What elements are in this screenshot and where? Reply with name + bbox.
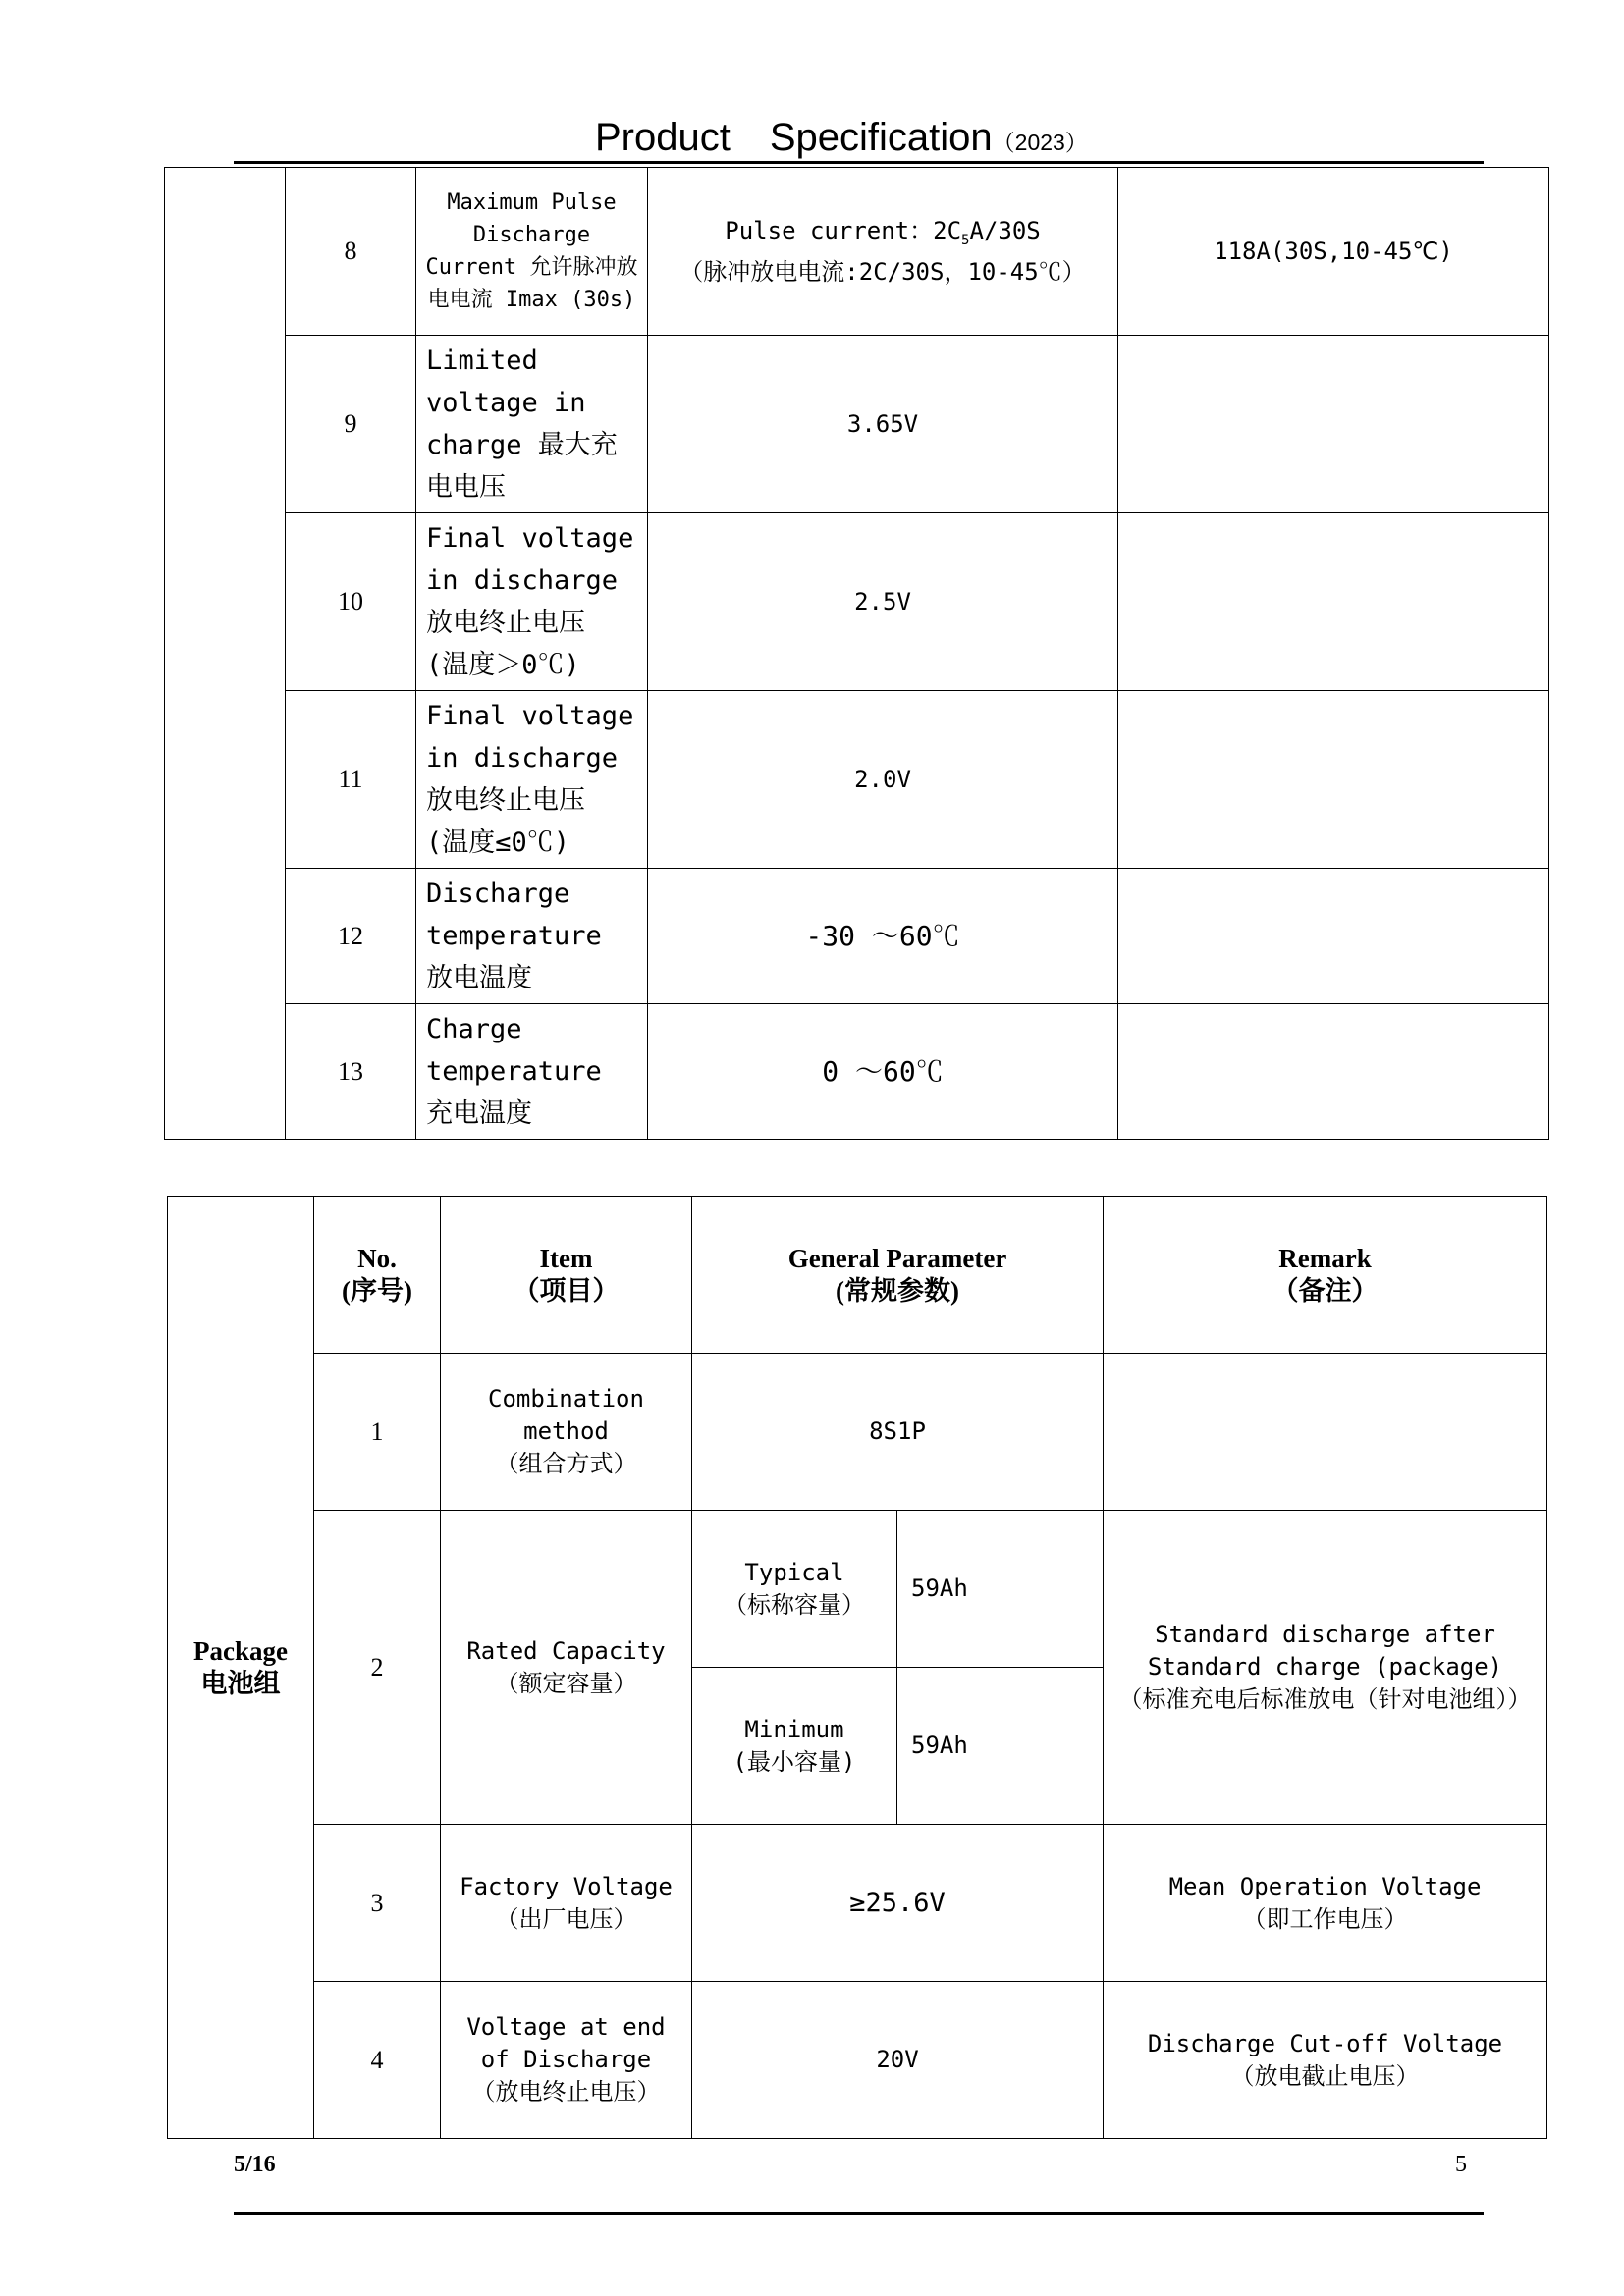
table-row	[168, 1511, 1547, 1668]
row-number: 13	[286, 1004, 416, 1140]
page-title	[595, 116, 1088, 160]
remark-cell	[1118, 691, 1549, 869]
sub-label-en: Typical	[744, 1558, 844, 1586]
param-cell: 3.65V	[648, 336, 1118, 513]
header-remark-cn: （备注）	[1272, 1275, 1379, 1306]
remark-cell	[1118, 336, 1549, 513]
sub-label-cn: (最小容量)	[732, 1747, 856, 1776]
package-label-cn: 电池组	[200, 1668, 281, 1698]
param-line1-b: A/30S	[969, 217, 1041, 245]
header-no	[314, 1197, 441, 1354]
table-row	[165, 168, 1549, 336]
remark-cn: （放电截止电压）	[1230, 2061, 1420, 2090]
header-param-en: General Parameter	[787, 1243, 1007, 1273]
header-param	[692, 1197, 1104, 1354]
title-word-product: Product	[595, 116, 731, 159]
header-item-cn: （项目）	[513, 1275, 620, 1306]
header-no-en: No.	[357, 1243, 397, 1273]
sub-value-cell: 59Ah	[897, 1511, 1104, 1668]
remark-cell	[1104, 1354, 1547, 1511]
sub-label-cell	[692, 1511, 897, 1668]
item-en: Rated Capacity	[466, 1636, 666, 1665]
table-row	[165, 336, 1549, 513]
item-cell	[441, 1825, 692, 1982]
package-spec-table	[167, 1196, 1547, 2139]
header-rule	[234, 161, 1484, 164]
item-cn: （出厂电压）	[495, 1904, 637, 1933]
item-cell	[441, 1511, 692, 1825]
table-row	[165, 691, 1549, 869]
package-label-cell	[168, 1197, 314, 2139]
item-cell: Final voltage in discharge 放电终止电压 (温度≤0℃)	[416, 691, 648, 869]
header-remark	[1104, 1197, 1547, 1354]
remark-en: Mean Operation Voltage	[1168, 1872, 1482, 1900]
param-cell: 2.5V	[648, 513, 1118, 691]
remark-cell	[1118, 1004, 1549, 1140]
row-number: 12	[286, 869, 416, 1004]
page-fraction: 5/16	[234, 2152, 276, 2177]
title-word-specification: Specification	[769, 116, 993, 159]
row-number: 4	[314, 1982, 441, 2139]
item-en: Voltage at end of Discharge	[466, 2013, 666, 2073]
remark-cell: 118A(30S,10-45℃)	[1118, 168, 1549, 336]
footer-rule	[234, 2212, 1484, 2215]
param-cell: 2.0V	[648, 691, 1118, 869]
category-cell-blank	[165, 168, 286, 1140]
row-number: 8	[286, 168, 416, 336]
param-cell	[648, 168, 1118, 336]
page-number: 5	[1455, 2152, 1467, 2177]
item-cell: Limited voltage in charge 最大充电电压	[416, 336, 648, 513]
row-number: 1	[314, 1354, 441, 1511]
remark-cell	[1118, 869, 1549, 1004]
sub-label-en: Minimum	[744, 1715, 844, 1743]
remark-cell	[1104, 1982, 1547, 2139]
table-row	[168, 1354, 1547, 1511]
remark-cell	[1104, 1825, 1547, 1982]
item-en: Factory Voltage	[460, 1872, 673, 1900]
row-number: 9	[286, 336, 416, 513]
sub-value-cell: 59Ah	[897, 1668, 1104, 1825]
param-cell: ≥25.6V	[692, 1825, 1104, 1982]
item-en: Combination method	[488, 1385, 644, 1445]
item-cell	[441, 1982, 692, 2139]
param-cell: 8S1P	[692, 1354, 1104, 1511]
row-number: 2	[314, 1511, 441, 1825]
table-row	[168, 1825, 1547, 1982]
title-year: （2023）	[992, 130, 1088, 155]
remark-cn: （即工作电压）	[1242, 1904, 1408, 1933]
cell-spec-table	[164, 167, 1549, 1140]
param-line2: （脉冲放电电流:2C/30S，10-45℃）	[679, 257, 1086, 286]
table-row	[165, 513, 1549, 691]
table-row	[165, 1004, 1549, 1140]
header-row	[168, 1197, 1547, 1354]
param-line1-sub: 5	[961, 232, 970, 248]
item-cn: （组合方式）	[495, 1450, 637, 1477]
header-remark-en: Remark	[1278, 1243, 1372, 1273]
sub-label-cell	[692, 1668, 897, 1825]
remark-en: Discharge Cut-off Voltage	[1147, 2029, 1503, 2057]
row-number: 3	[314, 1825, 441, 1982]
remark-cn: （标准充电后标准放电（针对电池组））	[1118, 1685, 1532, 1713]
remark-cell	[1104, 1511, 1547, 1825]
remark-cell	[1118, 513, 1549, 691]
param-line1-a: Pulse current：2C	[725, 217, 962, 245]
item-cell: Maximum Pulse Discharge Current 允许脉冲放电电流 Imax (30s)	[416, 168, 648, 336]
row-number: 10	[286, 513, 416, 691]
item-cell: Discharge temperature 放电温度	[416, 869, 648, 1004]
header-param-cn: (常规参数)	[836, 1275, 959, 1306]
param-cell: 20V	[692, 1982, 1104, 2139]
row-number: 11	[286, 691, 416, 869]
param-cell: -30 ～60℃	[648, 869, 1118, 1004]
item-cn: （放电终止电压）	[471, 2078, 661, 2106]
item-cell: Charge temperature 充电温度	[416, 1004, 648, 1140]
item-cn: （额定容量）	[495, 1669, 637, 1697]
table-row	[165, 869, 1549, 1004]
package-label-en: Package	[193, 1635, 288, 1666]
item-cell: Final voltage in discharge 放电终止电压 (温度＞0℃)	[416, 513, 648, 691]
param-cell: 0 ～60℃	[648, 1004, 1118, 1140]
table-row	[168, 1982, 1547, 2139]
item-cell	[441, 1354, 692, 1511]
header-no-cn: (序号)	[342, 1275, 412, 1306]
remark-en: Standard discharge after Standard charge (package)	[1147, 1621, 1503, 1681]
sub-label-cn: （标称容量）	[724, 1590, 865, 1619]
header-item	[441, 1197, 692, 1354]
header-item-en: Item	[539, 1243, 593, 1273]
